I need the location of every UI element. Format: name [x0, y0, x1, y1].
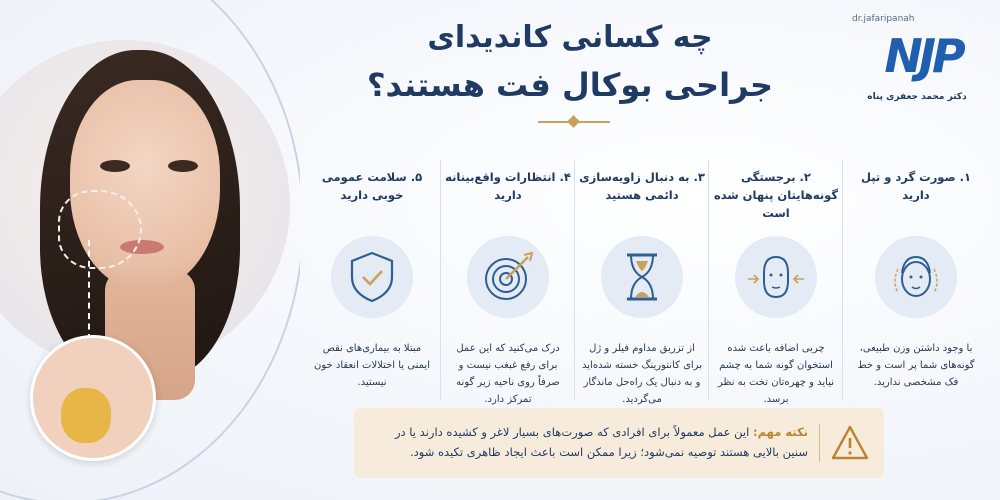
hourglass-icon [601, 236, 683, 318]
column-body: درک می‌کنید که این عمل برای رفع غبغب نیست و صرفاً روی ناحیه زیر گونه تمرکز دارد. [456, 343, 560, 405]
column-body: چربی اضافه باعث شده استخوان گونه شما به چشم نیاید و چهره‌تان تخت به نظر برسد. [717, 343, 835, 405]
right-eye [168, 160, 198, 172]
target-icon [467, 236, 549, 318]
column-heading: ۱. صورت گرد و تپل دارید [860, 170, 972, 202]
candidate-column-2 [712, 168, 840, 408]
column-heading: ۳. به دنبال زاویه‌سازی دائمی هستید [579, 170, 705, 202]
page-title-line-1: چه کسانی کاندیدای [427, 20, 713, 55]
column-separator [708, 160, 709, 400]
candidate-column-1 [852, 168, 980, 391]
buccal-fat-area-outline [58, 190, 142, 269]
shield-check-icon [331, 236, 413, 318]
note-label: نکته مهم: [752, 425, 808, 439]
round-face-icon [875, 236, 957, 318]
column-heading: ۵. سلامت عمومی خوبی دارید [321, 170, 423, 202]
title-divider-diamond [567, 115, 580, 128]
left-eye [100, 160, 130, 172]
column-heading: ۲. برجستگی گونه‌هایتان پنهان شده است [713, 170, 839, 220]
hidden-cheekbones-icon [735, 236, 817, 318]
connector-line [88, 240, 90, 340]
column-body: با وجود داشتن وزن طبیعی، گونه‌های شما پر است و خط فک مشخصی ندارید. [857, 343, 975, 388]
candidate-column-4 [444, 168, 572, 408]
buccal-fat-pad [61, 388, 111, 443]
column-separator [440, 160, 441, 400]
candidate-column-3 [578, 168, 706, 408]
important-note [354, 408, 884, 478]
candidate-column-5 [308, 168, 436, 391]
warning-icon [830, 424, 870, 462]
portrait-illustration [0, 0, 300, 500]
logo-site: dr.jafaripanah [852, 14, 915, 24]
column-heading: ۴. انتظارات واقع‌بینانه دارید [445, 170, 571, 202]
note-text-block [368, 422, 808, 462]
page-title-line-2: جراحی بوکال فت هستند؟ [366, 66, 773, 104]
column-separator [842, 160, 843, 400]
column-body: از تزریق مداوم فیلر و ژل برای کانتورینگ خسته شده‌اید و به دنبال یک راه‌حل ماندگار می‌گردید. [582, 343, 702, 405]
logo-name: دکتر محمد جعفری پناه [867, 92, 967, 102]
column-separator [574, 160, 575, 400]
column-body: مبتلا به بیماری‌های نقص ایمنی یا اختلالات انعقاد خون نیستید. [314, 343, 430, 388]
logo-mark: NJP [884, 29, 962, 83]
clinic-logo [852, 14, 982, 109]
note-divider [819, 424, 820, 462]
note-text: این عمل معمولاً برای افرادی که صورت‌های بسیار لاغر و کشیده دارند یا در سنین بالایی هستند توصیه نمی‌شود؛ زیرا ممکن است باعث ایجاد ظاهری تکیده شود. [394, 425, 808, 459]
buccal-fat-closeup [30, 335, 156, 461]
